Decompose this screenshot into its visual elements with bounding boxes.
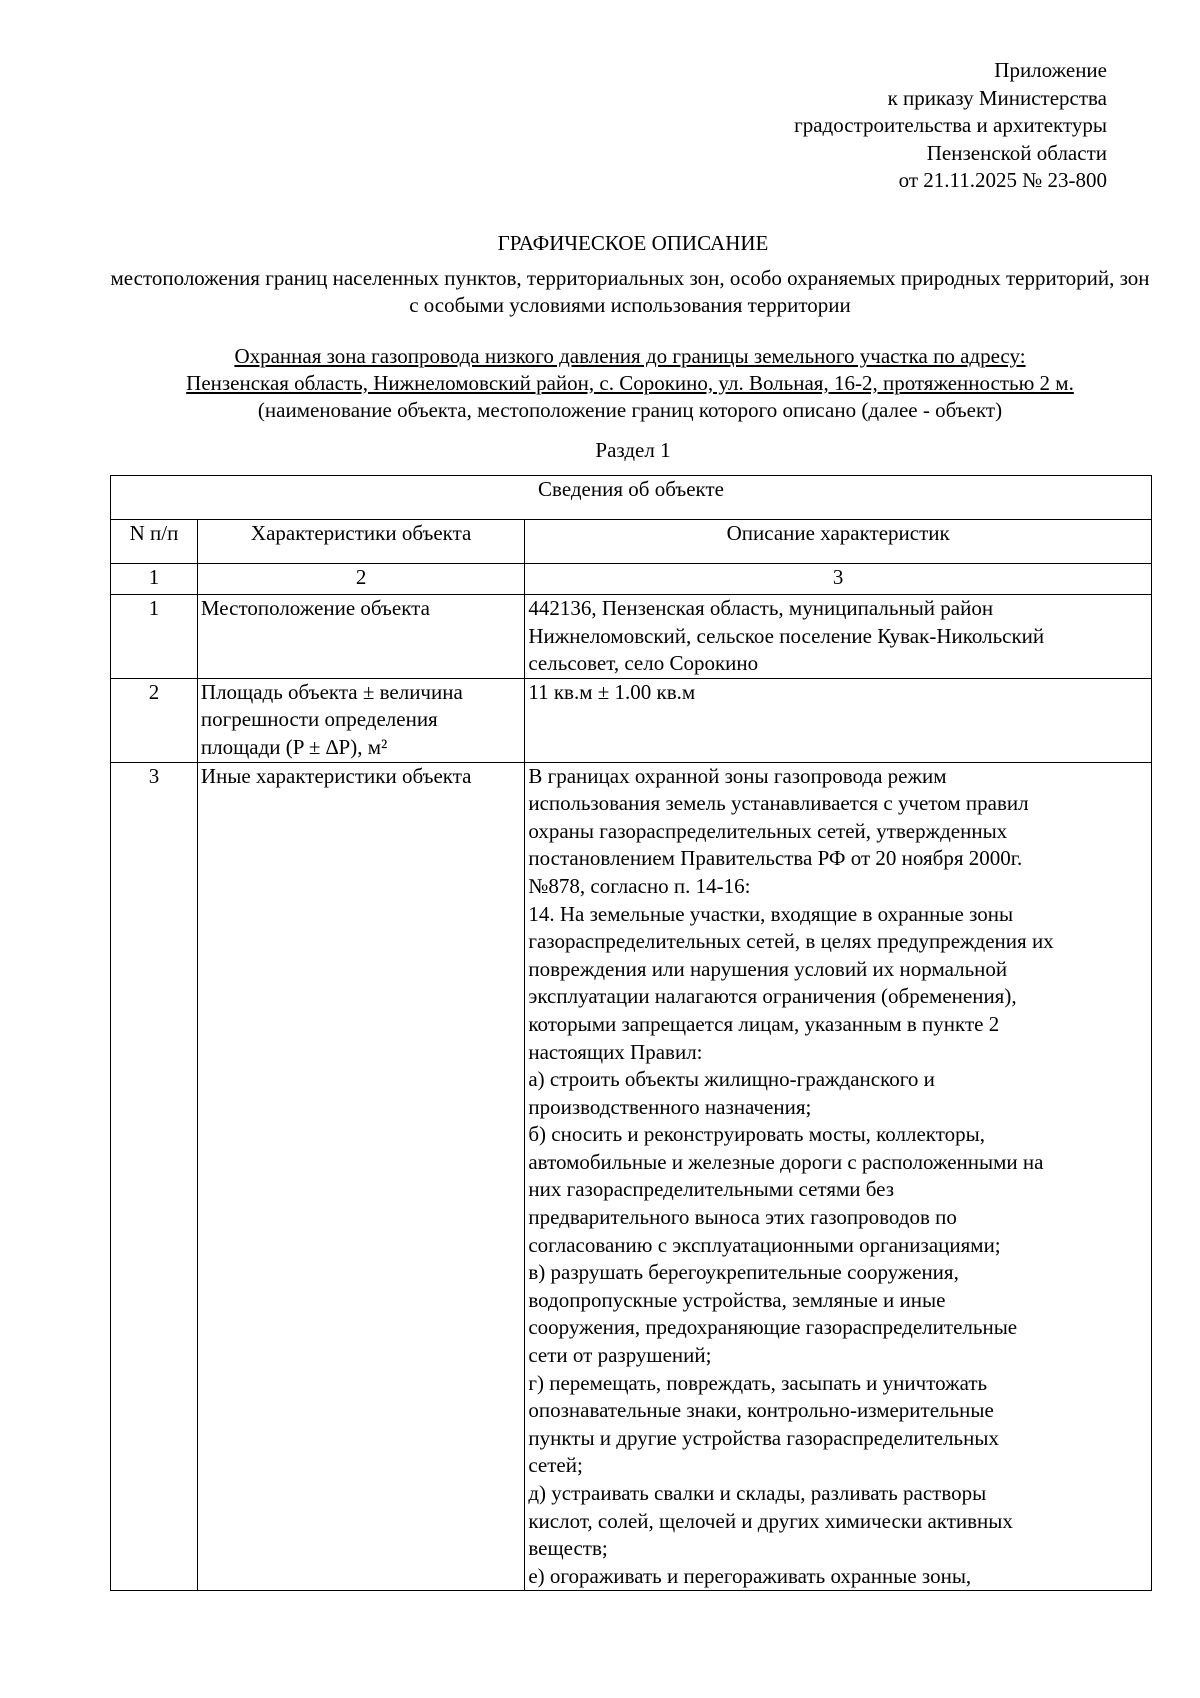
column-header-number: N п/п (111, 520, 198, 564)
row-description-line: 14. На земельные участки, входящие в охранные зоны (528, 901, 1014, 926)
row-description-line: повреждения или нарушения условий их нормальной (528, 956, 1008, 981)
row-description-line: 442136, Пензенская область, муниципальный район (528, 596, 994, 620)
row-description-line: е) огораживать и перегораживать охранные зоны, (528, 1563, 972, 1588)
column-number: 3 (525, 564, 1152, 595)
document-title: ГРАФИЧЕСКОЕ ОПИСАНИЕ (497, 231, 769, 255)
appendix-line: Приложение (994, 58, 1107, 82)
row-description-line: них газораспределительными сетями без (528, 1177, 895, 1202)
column-number-row (111, 564, 1152, 595)
row-number: 1 (111, 595, 198, 679)
row-characteristic (197, 678, 524, 762)
row-characteristic (197, 762, 524, 1591)
column-header-row (111, 520, 1152, 564)
row-description-line: предварительного выноса этих газопроводов по (528, 1205, 957, 1230)
object-info-table (110, 475, 1152, 1591)
row-description-line: б) сносить и реконструировать мосты, коллекторы, (528, 1122, 985, 1147)
table-header-row (111, 476, 1152, 520)
table-header: Сведения об объекте (111, 476, 1152, 520)
row-description-line: в) разрушать берегоукрепительные сооружения, (528, 1260, 959, 1285)
row-description-line: сооружения, предохраняющие газораспределительные (528, 1315, 1018, 1340)
appendix-block (507, 57, 1107, 195)
row-characteristic-line: Иные характеристики объекта (200, 763, 472, 788)
row-description-line: постановлением Правительства РФ от 20 ноября 2000г. (528, 846, 1023, 871)
appendix-line: от 21.11.2025 № 23-800 (898, 168, 1107, 193)
column-number: 1 (111, 564, 198, 595)
row-number: 3 (111, 762, 198, 1591)
row-description-line: сельсовет, село Сорокино (528, 651, 759, 676)
row-characteristic (197, 595, 524, 679)
row-characteristic-line: Площадь объекта ± величина (200, 679, 463, 704)
row-description-line: производственного назначения; (528, 1094, 812, 1119)
appendix-line: Пензенской области (926, 140, 1107, 165)
row-description-line: №878, согласно п. 14-16: (528, 873, 751, 898)
row-description-line: водопропускные устройства, земляные и иные (528, 1287, 946, 1312)
row-characteristic-line: погрешности определения (200, 707, 438, 732)
column-header-description: Описание характеристик (525, 520, 1152, 564)
row-description (525, 678, 1152, 762)
row-description-line: газораспределительных сетей, в целях предупреждения их (528, 929, 1054, 954)
column-header-characteristic: Характеристики объекта (197, 520, 524, 564)
row-description-line: 11 кв.м ± 1.00 кв.м (528, 679, 696, 704)
row-number: 2 (111, 678, 198, 762)
row-description-line: г) перемещать, повреждать, засыпать и уничтожать (528, 1370, 988, 1395)
row-description-line: согласованию с эксплуатационными организациями; (528, 1232, 1001, 1257)
table-row (111, 595, 1152, 679)
row-description-line: кислот, солей, щелочей и других химически активных (528, 1508, 1013, 1533)
row-description (525, 762, 1152, 1591)
row-description-line: сетей; (528, 1453, 583, 1478)
row-description (525, 595, 1152, 679)
row-description-line: настоящих Правил: (528, 1039, 703, 1064)
object-caption: (наименование объекта, местоположение границ которого описано (далее - объект) (257, 398, 1003, 422)
row-description-line: опознавательные знаки, контрольно-измерительные (528, 1398, 994, 1423)
object-name-line: Охранная зона газопровода низкого давления до границы земельного участка по адресу: (234, 344, 1026, 368)
row-description-line: эксплуатации налагаются ограничения (обременения), (528, 984, 1017, 1009)
appendix-line: градостроительства и архитектуры (794, 113, 1107, 138)
row-description-line: сети от разрушений; (528, 1343, 712, 1368)
object-name-line: Пензенская область, Нижнеломовский район, с. Сорокино, ул. Вольная, 16-2, протяженностью 2 м. (186, 370, 1074, 395)
row-description-line: которыми запрещается лицам, указанным в пункте 2 (528, 1011, 1000, 1036)
section-label: Раздел 1 (595, 438, 671, 462)
document-subtitle: местоположения границ населенных пунктов, территориальных зон, особо охраняемых природных территорий, зон с особыми условиями использования территории (110, 266, 1150, 317)
row-description-line: пункты и другие устройства газораспределительных (528, 1425, 999, 1450)
appendix-line: к приказу Министерства (887, 85, 1107, 110)
column-number: 2 (197, 564, 524, 595)
row-description-line: Нижнеломовский, сельское поселение Кувак-Никольский (528, 623, 1045, 648)
row-description-line: веществ; (528, 1536, 608, 1561)
row-description-line: д) устраивать свалки и склады, разливать растворы (528, 1481, 987, 1505)
table-row (111, 678, 1152, 762)
row-description-line: охраны газораспределительных сетей, утвержденных (528, 818, 1008, 843)
row-characteristic-line: площади (P ± ∆P), м² (200, 734, 388, 759)
row-description-line: автомобильные и железные дороги с расположенными на (528, 1149, 1044, 1174)
table-row (111, 762, 1152, 1591)
row-description-line: В границах охранной зоны газопровода режим (528, 763, 947, 788)
table-body (111, 595, 1152, 1591)
row-characteristic-line: Местоположение объекта (200, 596, 430, 620)
object-name (110, 343, 1150, 396)
row-description-line: использования земель устанавливается с учетом правил (528, 791, 1029, 816)
row-description-line: а) строить объекты жилищно-гражданского и (528, 1067, 935, 1092)
